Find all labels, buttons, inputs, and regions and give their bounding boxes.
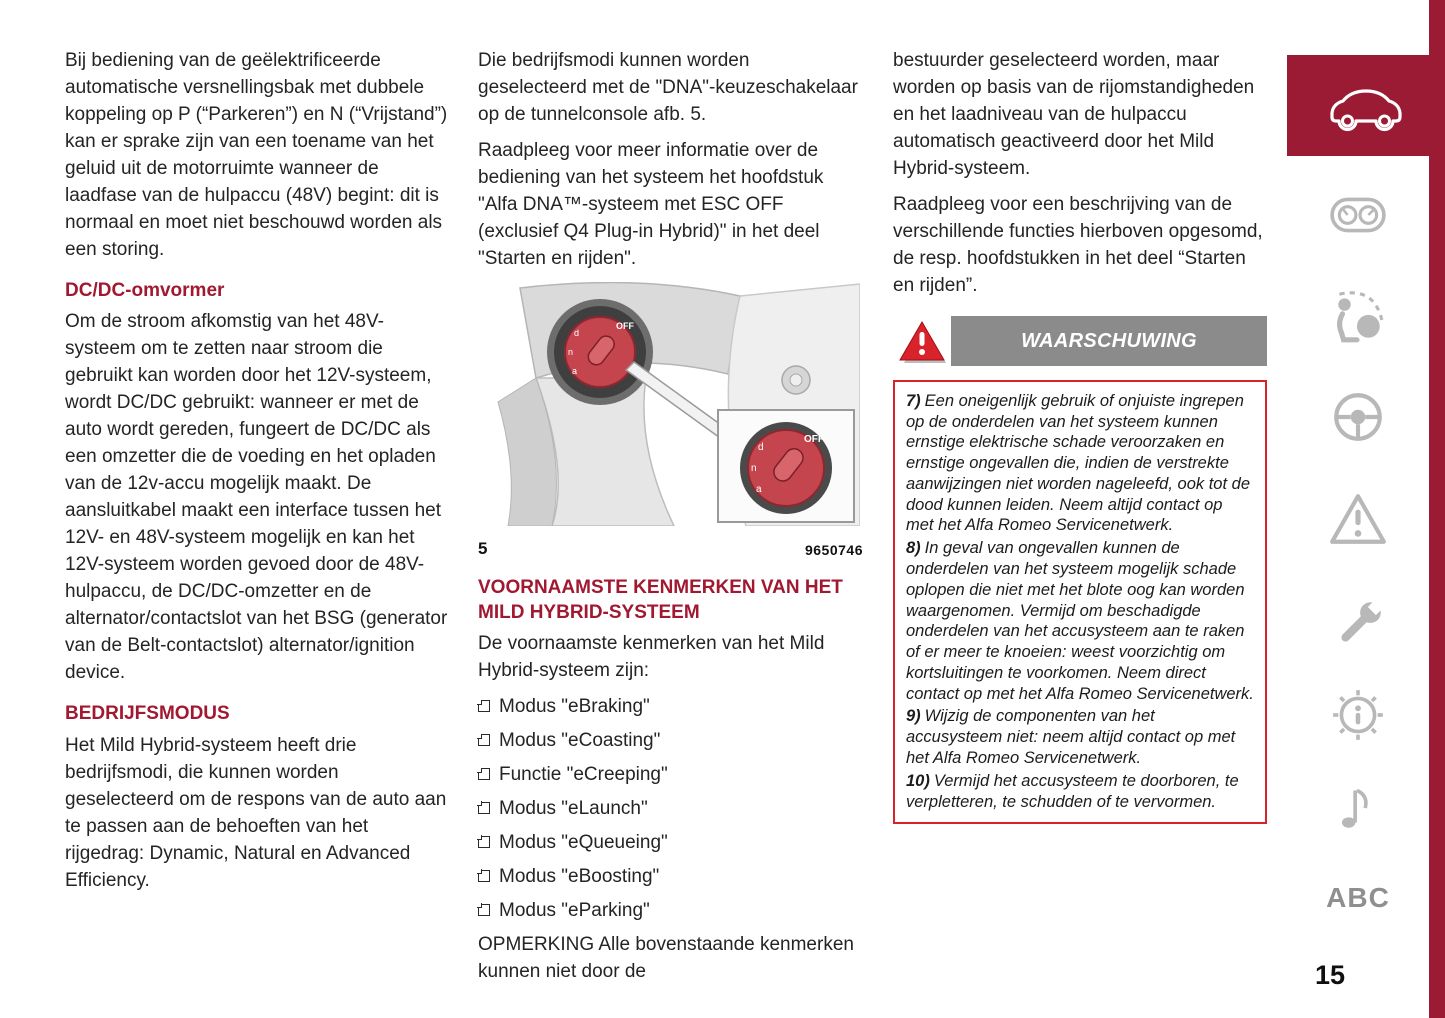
warning-item bbox=[906, 771, 1254, 813]
airbag-icon bbox=[1329, 288, 1387, 346]
sidebar-item-technical-data[interactable] bbox=[1326, 683, 1390, 747]
list-item-label: Modus "eBraking" bbox=[499, 696, 650, 718]
warning-item bbox=[906, 391, 1254, 536]
warning-text: Wijzig de componenten van het accusysteem niet: neem altijd contact op met het Alfa Romeo Servicenetwerk. bbox=[906, 707, 1236, 767]
paragraph: Raadpleeg voor een beschrijving van de verschillende functies hierboven opgesomd, de resp. hoofdstukken in het deel “Starten en rijden”. bbox=[893, 193, 1263, 296]
sidebar-item-multimedia[interactable] bbox=[1326, 775, 1390, 839]
instrument-cluster-icon bbox=[1329, 186, 1387, 244]
list-item bbox=[478, 762, 863, 789]
list-item bbox=[478, 796, 863, 823]
inset-label-n: n bbox=[751, 462, 757, 474]
sidebar-chapter-car[interactable] bbox=[1287, 55, 1445, 156]
inset-label-a: a bbox=[756, 483, 762, 495]
wrench-icon bbox=[1329, 596, 1387, 654]
warning-triangle-gray-icon bbox=[1328, 491, 1388, 549]
warning-item bbox=[906, 706, 1254, 768]
paragraph: Om de stroom afkomstig van het 48V-systeem om te zetten naar stroom die gebruikt kan worden door het 12V-systeem, wordt DC/DC gebruikt: wanneer er met de auto wordt gereden, fungeert de DC/DC als een omzetter die de voeding en het opladen van de 12v-accu mogelijk maakt. De aansluitkabel maakt een interface tussen het 12V- en 48V-systeem mogelijk en kan het 12V-systeem worden gevoed door de 48V-hulpaccu, de DC/DC-omzetter en de alternator/contactslot van het BSG (generator van de Belt-contactslot) alternator/ignition device. bbox=[65, 311, 448, 684]
figure-number: 5 bbox=[478, 538, 488, 558]
list-item-label: Modus "eBoosting" bbox=[499, 866, 660, 887]
bullet-square-icon bbox=[478, 700, 490, 712]
paragraph: Bij bediening van de geëlektrificeerde automatische versnellingsbak met dubbele koppeling op P (“Parkeren”) en N (“Vrijstand”) kan er sprake zijn van een toename van het geluid uit de motorruimte wanneer de laadfase van de hulpaccu (48V) begint: dit is normaal en moet niet beschouwd worden als een storing. bbox=[65, 50, 448, 260]
page-number: 15 bbox=[1314, 960, 1346, 990]
list-item-label: Modus "eQueueing" bbox=[499, 832, 668, 854]
paragraph: De voornaamste kenmerken van het Mild Hybrid-systeem zijn: bbox=[478, 633, 825, 682]
warning-text: Vermijd het accusysteem te doorboren, te verpletteren, te schudden of te vervormen. bbox=[906, 771, 1239, 811]
list-item bbox=[478, 898, 863, 925]
section-heading-kenmerken: VOORNAAMSTE KENMERKEN VAN HET MILD HYBRID-SYSTEEM bbox=[478, 576, 843, 623]
dna-selector-figure bbox=[478, 282, 863, 561]
warning-triangle-box bbox=[893, 316, 951, 366]
paragraph: Het Mild Hybrid-systeem heeft drie bedrijfsmodi, die kunnen worden geselecteerd om de respons van de auto aan te passen aan de behoeften van het rijgedrag: Dynamic, Natural en Advanced Efficiency. bbox=[65, 734, 447, 891]
list-item-label: Modus "eParking" bbox=[499, 899, 650, 921]
figure-captions bbox=[478, 537, 863, 561]
list-item-label: Functie "eCreeping" bbox=[499, 764, 668, 786]
list-item bbox=[478, 694, 863, 721]
warning-text: Een oneigenlijk gebruik of onjuiste ingrepen op de onderdelen van het systeem kunnen ernstige elektrische schade veroorzaken en ernstige ongevallen die, indien de verstrekte aanwijzingen niet worden nageleefd, ook tot de dood kunnen leiden. Neem altijd contact op met het Alfa Romeo Servicenetwerk. bbox=[906, 391, 1250, 535]
bullet-square-icon bbox=[478, 802, 490, 814]
inset-label-off: OFF bbox=[804, 433, 824, 445]
warning-header bbox=[893, 316, 1267, 366]
sidebar-item-index[interactable]: ABC bbox=[1326, 882, 1390, 913]
warning-item bbox=[906, 538, 1254, 704]
list-item bbox=[478, 728, 863, 755]
sidebar-item-safety[interactable] bbox=[1326, 285, 1390, 349]
paragraph: bestuurder geselecteerd worden, maar worden op basis van de rijomstandigheden en het laadniveau van de hulpaccu automatisch geactiveerd door het Mild Hybrid-systeem. bbox=[893, 50, 1255, 179]
bullet-square-icon bbox=[478, 768, 490, 780]
warning-number: 10) bbox=[906, 771, 930, 790]
figure-code: 9650746 bbox=[804, 541, 863, 558]
bullet-square-icon bbox=[478, 734, 490, 746]
knob-label-d: d bbox=[574, 327, 580, 338]
knob-label-a: a bbox=[572, 365, 578, 376]
bullet-square-icon bbox=[478, 870, 490, 882]
steering-wheel-icon bbox=[1329, 388, 1387, 446]
knob-label-off: OFF bbox=[616, 320, 634, 331]
list-item bbox=[478, 864, 863, 891]
paragraph: OPMERKING Alle bovenstaande kenmerken kunnen niet door de bbox=[478, 933, 854, 982]
sidebar-item-emergency[interactable] bbox=[1326, 488, 1390, 552]
knob-inset-zoom bbox=[718, 410, 854, 522]
column-1 bbox=[65, 48, 450, 904]
section-heading-dcdc: DC/DC-omvormer bbox=[65, 279, 225, 301]
warning-number: 9) bbox=[906, 707, 921, 726]
column-2 bbox=[478, 48, 863, 995]
list-item-label: Modus "eLaunch" bbox=[499, 798, 648, 820]
warning-box bbox=[893, 380, 1267, 825]
warning-number: 7) bbox=[906, 391, 921, 410]
dna-selector-illustration bbox=[478, 282, 860, 526]
warning-title: WAARSCHUWING bbox=[951, 316, 1267, 366]
list-item-label: Modus "eCoasting" bbox=[499, 730, 661, 752]
section-heading-bedrijfsmodus: BEDRIJFSMODUS bbox=[65, 703, 230, 724]
list-item bbox=[478, 830, 863, 857]
paragraph: Raadpleeg voor meer informatie over de bediening van het systeem het hoofdstuk "Alfa DNA™-systeem met ESC OFF (exclusief Q4 Plug-in Hybrid)" in het deel "Starten en rijden". bbox=[478, 139, 824, 269]
warning-text: In geval van ongevallen kunnen de onderdelen van het systeem mogelijk schade oplopen die niet met het blote oog kan worden waargenomen. Vermijd om beschadigde onderdelen van het accusysteem aan te raken of er meer te knoeien: weest voorzichtig om kortsluitingen te voorkomen. Neem direct contact op met het Alfa Romeo Servicenetwerk. bbox=[906, 539, 1254, 703]
sidebar-item-maintenance[interactable] bbox=[1326, 593, 1390, 657]
inset-label-d: d bbox=[758, 441, 764, 453]
paragraph: Die bedrijfsmodi kunnen worden geselecteerd met de "DNA"-keuzeschakelaar op de tunnelconsole afb. 5. bbox=[478, 50, 858, 125]
warning-triangle-icon bbox=[898, 318, 946, 364]
knob-label-n: n bbox=[568, 346, 574, 357]
music-note-icon bbox=[1329, 778, 1387, 836]
dna-knob-main bbox=[547, 299, 653, 405]
column-3 bbox=[893, 48, 1267, 824]
bullet-square-icon bbox=[478, 904, 490, 916]
sidebar-item-driving[interactable] bbox=[1326, 385, 1390, 449]
sidebar-item-dashboard[interactable] bbox=[1326, 183, 1390, 247]
info-gear-icon bbox=[1329, 686, 1387, 744]
car-icon bbox=[1324, 80, 1408, 132]
warning-number: 8) bbox=[906, 539, 921, 558]
bullet-square-icon bbox=[478, 836, 490, 848]
